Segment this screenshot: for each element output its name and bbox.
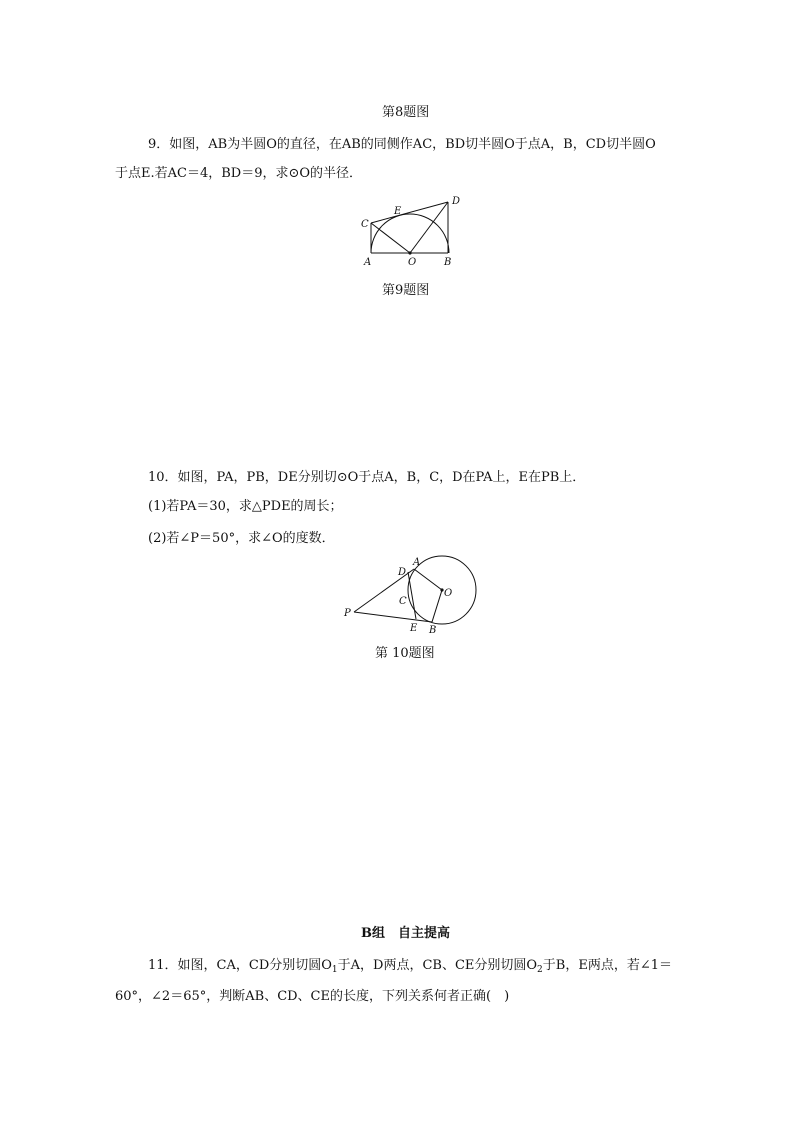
q11-text-b: 于A，D两点，CB、CE分别切圆O (337, 958, 538, 973)
segment-oa (414, 569, 442, 590)
label-c: C (361, 219, 369, 230)
q11-subscript-2: 2 (537, 965, 543, 975)
question-11-line-2: 60°，∠2＝65°，判断AB、CD、CE的长度，下列关系何者正确( ) (115, 989, 510, 1004)
label-a: A (364, 257, 372, 268)
segment-oc (371, 223, 410, 253)
question-11-line-1 (148, 957, 672, 979)
label-c: C (399, 596, 407, 607)
label-b: B (444, 257, 452, 268)
segment-cd (371, 202, 448, 223)
question-9-line-2: 于点E.若AC＝4，BD＝9，求⊙O的半径． (115, 166, 363, 181)
label-a: A (413, 557, 421, 568)
section-b-heading: B组 自主提高 (361, 926, 450, 941)
q11-text-c: 于B，E两点，若∠1＝ (542, 958, 672, 973)
figure-10-diagram (340, 552, 485, 640)
label-d: D (398, 567, 407, 578)
segment-od (410, 202, 448, 253)
question-10-line-3: (2)若∠P＝50°，求∠O的度数． (148, 531, 335, 546)
label-o: O (408, 257, 417, 268)
question-10-line-1: 10．如图，PA，PB，DE分别切⊙O于点A，B，C，D在PA上，E在PB上． (148, 470, 586, 485)
figure-8-caption: 第8题图 (382, 105, 430, 120)
question-9-line-1: 9．如图，AB为半圆O的直径，在AB的同侧作AC，BD切半圆O于点A，B，CD切半圆O (148, 137, 656, 152)
segment-de (408, 572, 416, 619)
figure-9-caption: 第9题图 (382, 283, 430, 298)
q11-text-a: 11．如图，CA，CD分别切圆O (148, 958, 332, 973)
label-o: O (444, 588, 453, 599)
label-e: E (410, 623, 418, 634)
segment-ob (432, 590, 442, 622)
q11-subscript-1: 1 (331, 965, 338, 975)
figure-9-diagram (356, 192, 466, 268)
figure-10-caption: 第 10题图 (375, 646, 435, 661)
label-d: D (452, 196, 461, 207)
label-e: E (394, 206, 402, 217)
point-o (408, 251, 411, 254)
question-10-line-2: (1)若PA＝30，求△PDE的周长； (148, 499, 343, 514)
label-b: B (429, 625, 437, 636)
label-p: P (344, 608, 351, 619)
segment-pb (354, 612, 432, 622)
